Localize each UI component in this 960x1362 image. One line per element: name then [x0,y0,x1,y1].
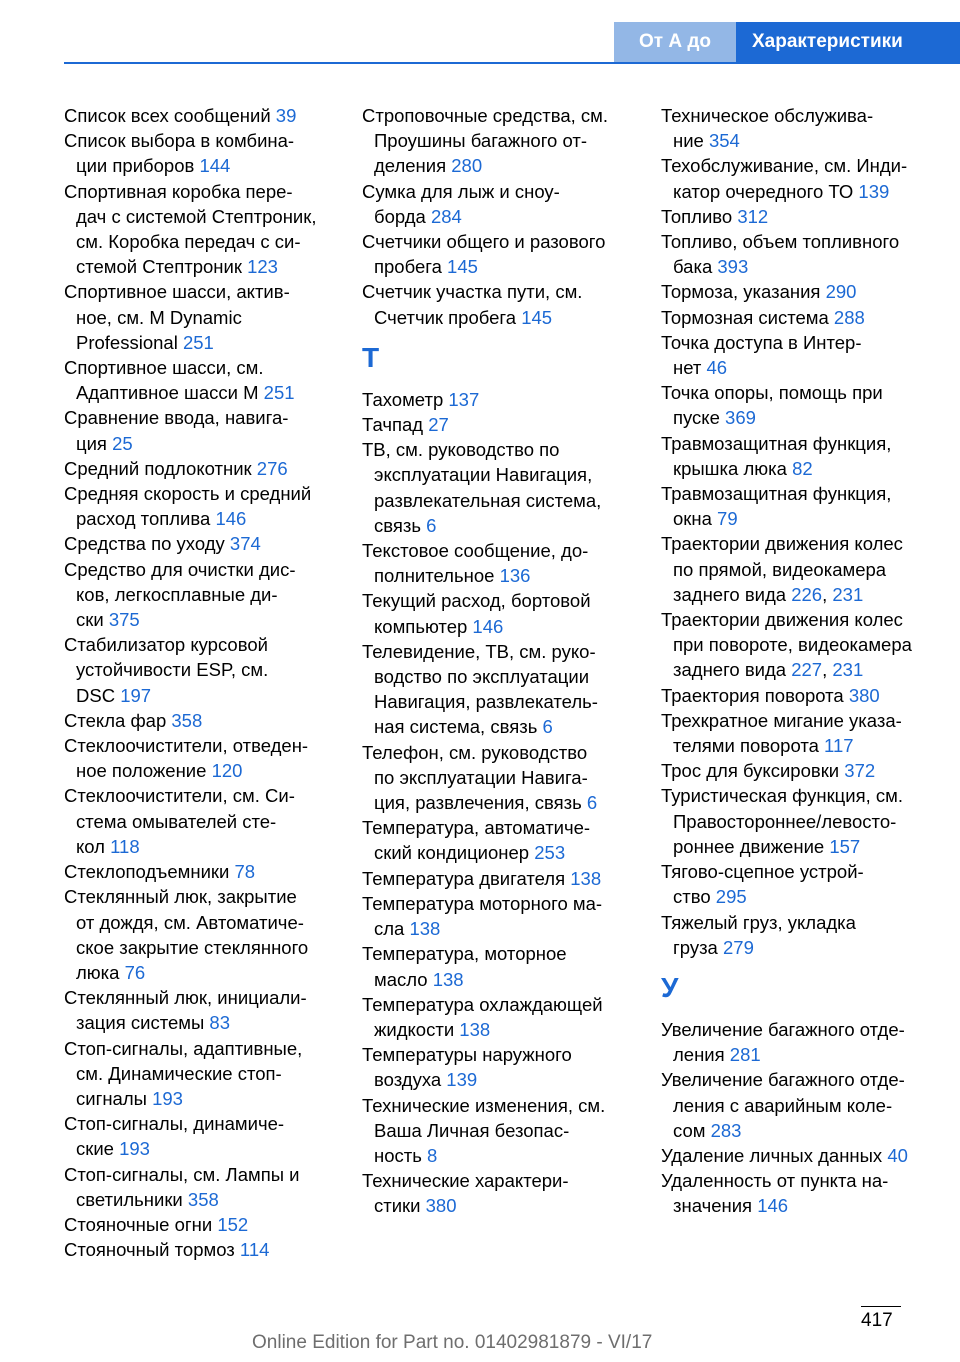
entry-text: ское закрытие стеклянного [76,936,309,958]
entry-text: Список всех сообщений [64,105,276,126]
entry-text: Спортивное шасси, актив- [64,281,290,303]
index-entry [64,1212,344,1237]
entry-text: Точка доступа в Интер- [661,331,862,353]
entry-text: Список выбора в комбина- [64,130,295,152]
page-reference-link[interactable]: 280 [451,155,483,177]
page-reference-link[interactable]: 380 [848,684,880,706]
index-entry: Траектории движения колес при повороте, видеокамера заднего вида 227, 231 [661,609,912,681]
page-reference-link[interactable]: 227 [791,659,823,681]
page-reference-link[interactable]: 146 [215,508,247,530]
entry-text: нет [673,357,707,379]
entry-text: Стеклоподъемники [64,861,235,883]
index-column-3 [661,103,951,1219]
entry-text: жидкости [374,1018,460,1040]
page-reference-link[interactable]: 251 [263,382,295,404]
entry-text: масло [374,968,433,990]
index-entry [64,128,344,178]
index-entry [64,632,344,708]
entry-text: ские [76,1138,120,1160]
page-reference-link[interactable]: 288 [833,306,865,328]
entry-text: ции приборов [76,155,200,177]
entry-text: Увеличение багажного отде- [661,1069,905,1091]
entry-text: ное положение [76,760,212,782]
entry-text: катор очередного ТО [673,180,859,202]
entry-text: ное, см. M Dynamic [76,306,242,328]
index-entry [64,355,344,405]
entry-text: роннее движение [673,835,830,857]
index-entry [661,859,951,909]
page-reference-link[interactable]: 83 [209,1012,230,1034]
entry-text: стемой Стептроник [76,256,248,278]
index-entry [362,103,642,179]
entry-text: по прямой, видеокамера [673,558,887,580]
index-entry [64,733,344,783]
entry-text: ция, развлечения, связь [374,792,587,814]
entry-text: Стеклянный люк, закрытие [64,886,297,908]
index-entry [362,179,642,229]
index-entry [661,431,951,481]
index-entry [661,330,951,380]
index-entry [661,758,951,783]
index-entry [362,1093,642,1169]
page-reference-link[interactable]: 312 [737,205,769,227]
index-entry [64,405,344,455]
page-reference-link[interactable]: 374 [229,533,261,555]
index-entry [64,884,344,985]
page-reference-link[interactable]: 144 [199,155,231,177]
page-reference-link[interactable]: 281 [729,1044,761,1066]
entry-text: заднего вида [673,583,792,605]
index-entry [362,538,642,588]
index-entry: Траектории движения колес по прямой, видеокамера заднего вида 226, 231 [661,533,903,605]
entry-list [661,1017,951,1219]
entry-text: Адаптивное шасси M [76,382,264,404]
page-reference-link[interactable]: 139 [446,1069,478,1091]
entry-text: Средство для очистки дис- [64,558,296,580]
index-entry [64,1111,344,1161]
entry-text: борда [374,205,431,227]
entry-text: Стабилизатор курсовой [64,634,268,656]
index-entry [64,103,344,128]
entry-text: Тахометр [362,388,449,410]
entry-text: воздуха [374,1069,447,1091]
entry-text: Траектории движения колес [661,609,903,631]
page-reference-link[interactable]: 82 [792,457,813,479]
page-reference-link[interactable]: 46 [706,357,728,379]
entry-text: Счетчик участка пути, см. [362,281,583,303]
index-entry [64,708,344,733]
entry-text: развлекательная система, [374,489,602,511]
entry-text: Счетчики общего и разового [362,231,606,253]
index-entry [362,891,642,941]
entry-text: связь [374,514,427,536]
entry-text: Средства по уходу [64,533,230,555]
entry-text: Трехкратное мигание указа- [661,709,902,731]
index-entry [362,941,642,991]
page-reference-link[interactable]: 231 [832,659,864,681]
entry-text: Техническое обслужива- [661,105,874,126]
header-rule [64,62,960,64]
entry-text: Стеклоочистители, см. Си- [64,785,295,807]
page-reference-link[interactable]: 354 [708,130,740,152]
entry-text: Температура моторного ма- [362,892,603,914]
page-reference-link[interactable]: 8 [427,1144,438,1166]
entry-text: Точка опоры, помощь при [661,382,883,404]
index-entry [661,153,951,203]
entry-text: светильники [76,1188,188,1210]
page-reference-link[interactable]: 283 [710,1119,742,1141]
page-reference-link[interactable]: 139 [858,180,890,202]
entry-text: деления [374,155,452,177]
entry-text: Температура, моторное [362,943,567,965]
page-reference-link[interactable]: 290 [825,281,857,303]
page-reference-link[interactable]: 145 [521,306,553,328]
index-entry [661,103,951,153]
page-reference-link[interactable]: 40 [887,1144,908,1166]
entry-text: Professional [76,331,183,353]
index-entry [362,740,642,816]
entry-text: Удаление личных данных [661,1144,888,1166]
entry-text: Техобслуживание, см. Инди- [661,155,908,177]
entry-text: Стеклянный люк, инициали- [64,987,307,1009]
entry-list [362,387,642,1219]
entry-text: Травмозащитная функция, [661,483,892,505]
entry-text: Тяжелый груз, укладка [661,911,856,933]
entry-text: Удаленность от пункта на- [661,1170,889,1192]
page-reference-link[interactable]: 114 [239,1239,270,1261]
entry-text: окна [673,508,718,530]
entry-text: Температура, автоматиче- [362,817,591,839]
page-reference-link[interactable]: 117 [824,735,854,757]
entry-text: значения [673,1195,758,1217]
entry-text: дач с системой Стептроник, [76,205,317,227]
entry-text: Счетчик пробега [374,306,522,328]
entry-text: ков, легкосплавные ди- [76,583,278,605]
entry-text: Топливо, объем топливного [661,231,900,253]
index-entry [661,279,951,304]
entry-text: Травмозащитная функция, [661,432,892,454]
page-reference-link[interactable]: 76 [124,961,146,983]
entry-text: ность [374,1144,428,1166]
entry-text: кол [76,835,111,857]
index-entry [661,1067,951,1143]
page-reference-link[interactable]: 253 [534,842,566,864]
index-entry [362,279,642,329]
page-reference-link[interactable]: 358 [187,1188,219,1210]
entry-text: компьютер [374,615,473,637]
page-reference-link[interactable]: 276 [256,457,288,479]
page-reference-link[interactable]: 295 [715,886,747,908]
page-reference-link[interactable]: 6 [426,514,437,536]
page-reference-link[interactable]: 226 [791,583,823,605]
index-entry [362,588,642,638]
entry-text: Средний подлокотник [64,457,257,479]
index-entry [661,204,951,229]
entry-text: Спортивная коробка пере- [64,180,293,202]
index-entry [661,481,951,531]
entry-text: Стояночные огни [64,1213,218,1235]
entry-text: Тормозная система [661,306,834,328]
entry-text: ция [76,432,113,454]
entry-list [64,103,344,1262]
entry-text: телями поворота [673,735,825,757]
entry-text: ние [673,130,709,152]
page-reference-link[interactable]: 136 [499,565,531,587]
page-reference-link[interactable]: 138 [459,1018,491,1040]
entry-text: Стоп-сигналы, динамиче- [64,1113,285,1135]
page-reference-link[interactable]: 138 [409,918,441,940]
page-reference-link[interactable]: 145 [447,256,478,278]
section-letter-u: У [661,971,679,1003]
page-reference-link[interactable]: 6 [586,792,598,814]
entry-text: Тачпад [362,414,429,436]
entry-text: ления с аварийным коле- [673,1094,893,1116]
entry-text: крышка люка [673,457,793,479]
entry-text: бака [673,256,718,278]
page-reference-link[interactable]: 375 [108,609,140,631]
page-reference-link[interactable]: 358 [171,709,203,731]
page-reference-link[interactable]: 120 [211,760,243,782]
entry-text: при повороте, видеокамера [673,634,912,656]
entry-text: Увеличение багажного отде- [661,1018,905,1040]
page-reference-link[interactable]: 157 [829,835,861,857]
entry-text: Тормоза, указания [661,281,826,303]
entry-text: ство [673,886,716,908]
entry-text: Температура охлаждающей [362,993,603,1015]
index-entry [64,1036,344,1112]
entry-text: Технические изменения, см. [362,1094,606,1116]
page-reference-link[interactable]: 284 [430,205,462,227]
index-entry [661,683,951,708]
entry-text: стема омывателей сте- [76,810,277,832]
entry-text: Текстовое сообщение, до- [362,540,589,562]
entry-text: ТВ, см. руководство по [362,439,560,461]
entry-text: Проушины багажного от- [374,130,588,152]
index-entry [362,815,642,865]
entry-text: Правостороннее/левосто- [673,810,897,832]
index-entry [64,1237,344,1262]
entry-text: Топливо [661,205,738,227]
index-entry [362,1168,642,1218]
index-entry [362,992,642,1042]
page-reference-link[interactable]: 393 [717,256,749,278]
entry-text: стики [374,1195,426,1217]
page-reference-link[interactable]: 137 [448,388,480,410]
index-entry [64,456,344,481]
entry-list [661,103,951,960]
index-entry [64,985,344,1035]
page-reference-link[interactable]: 138 [570,867,602,889]
index-entry [362,229,642,279]
page-reference-link[interactable]: 138 [432,968,464,990]
entry-text: ная система, связь [374,716,543,738]
entry-text: Телефон, см. руководство [362,741,588,763]
entry-text: по эксплуатации Навига- [374,766,588,788]
index-entry [661,783,951,859]
entry-text: Тягово-сцепное устрой- [661,861,864,883]
entry-text: полнительное [374,565,500,587]
entry-text: сла [374,918,410,940]
entry-text: см. Динамические стоп- [76,1062,282,1084]
entry-text: от дождя, см. Автоматиче- [76,911,304,933]
index-entry [362,412,642,437]
entry-text: DSC [76,684,121,706]
entry-text: ления [673,1044,730,1066]
page-reference-link[interactable]: 193 [152,1087,183,1109]
page-reference-link[interactable]: 146 [757,1195,789,1217]
index-entry [64,859,344,884]
index-entry [64,1162,344,1212]
page-reference-link[interactable]: 380 [425,1195,457,1217]
index-entry [661,380,951,430]
entry-text: эксплуатации Навигация, [374,464,593,486]
page-reference-link[interactable]: 6 [542,716,553,738]
page-reference-link[interactable]: 79 [717,508,738,530]
page-reference-link[interactable]: 27 [428,414,449,436]
page-reference-link[interactable]: 152 [217,1213,249,1235]
entry-text: Спортивное шасси, см. [64,357,264,379]
entry-text: Траектории движения колес [661,533,903,555]
index-entry [661,305,951,330]
page-reference-link[interactable]: 279 [723,936,754,958]
entry-text: Телевидение, ТВ, см. руко- [362,640,596,662]
page-number: 417 [861,1310,893,1331]
page-reference-link[interactable]: 78 [234,861,256,883]
entry-text: Строповочные средства, см. [362,105,609,126]
entry-text: пуске [673,407,726,429]
index-entry [362,387,642,412]
footer-edition: Online Edition for Part no. 01402981879 - VI/17 [252,1332,653,1353]
entry-text: пробега [374,256,448,278]
entry-text: Навигация, развлекатель- [374,691,598,713]
entry-text: Стекла фар [64,709,172,731]
index-column-1 [64,103,344,1262]
entry-text: Стояночный тормоз [64,1239,240,1261]
index-entry [661,1143,951,1168]
index-entry [64,279,344,355]
entry-list [362,103,642,330]
entry-text: ский кондиционер [374,842,535,864]
entry-text: люка [76,961,125,983]
entry-text: Сумка для лыж и сноу- [362,180,560,202]
page-reference-link[interactable]: 197 [120,684,152,706]
page-reference-link[interactable]: 39 [275,105,297,126]
index-entry [362,1042,642,1092]
page-reference-link[interactable]: 118 [110,835,140,857]
entry-text: Траектория поворота [661,684,849,706]
entry-text: расход топлива [76,508,216,530]
page-reference-link[interactable]: 193 [119,1138,150,1160]
entry-text: груза [673,936,723,958]
entry-text: сигналы [76,1087,153,1109]
entry-text: Трос для буксировки [661,760,845,782]
index-entry [64,783,344,859]
index-entry [362,639,642,740]
index-entry [64,179,344,280]
index-entry [661,708,951,758]
entry-text: Туристическая функция, см. [661,785,904,807]
index-entry [64,557,344,633]
entry-text: устойчивости ESP, см. [76,659,269,681]
entry-text: Сравнение ввода, навига- [64,407,289,429]
entry-text: Стеклоочистители, отведен- [64,735,309,757]
entry-text: см. Коробка передач с си- [76,231,301,253]
entry-text: Текущий расход, бортовой [362,590,591,612]
entry-text: ски [76,609,109,631]
page-number-rule [861,1306,901,1307]
index-column-2 [362,103,642,1219]
index-entry [362,866,642,891]
entry-text: сом [673,1119,711,1141]
page-reference-link[interactable]: 146 [472,615,504,637]
entry-text: зация системы [76,1012,210,1034]
page-reference-link[interactable]: 123 [247,256,278,278]
page-reference-link[interactable]: 231 [832,583,864,605]
entry-text: водство по эксплуатации [374,666,590,688]
index-entry [661,229,951,279]
entry-text: Стоп-сигналы, см. Лампы и [64,1163,300,1185]
page-reference-link[interactable]: 372 [844,760,876,782]
index-entry [64,481,344,531]
index-entry [661,1017,951,1067]
entry-text: заднего вида [673,659,792,681]
entry-text: Температуры наружного [362,1044,572,1066]
section-letter-t: Т [362,341,380,373]
entry-text: Технические характери- [362,1170,569,1192]
entry-text: Температура двигателя [362,867,571,889]
entry-text: Ваша Личная безопас- [374,1119,570,1141]
index-entry [661,910,951,960]
index-entry [362,437,642,538]
page-reference-link[interactable]: 25 [112,432,133,454]
index-entry [661,1168,951,1218]
entry-text: Стоп-сигналы, адаптивные, [64,1037,303,1059]
header-crumb-a-z[interactable]: От А до Я [614,22,736,62]
page-reference-link[interactable]: 369 [725,407,756,429]
header-crumb-specs[interactable]: Характеристики [736,22,960,62]
index-entry [64,531,344,556]
page-reference-link[interactable]: 251 [182,331,214,353]
entry-text: Средняя скорость и средний [64,483,312,505]
